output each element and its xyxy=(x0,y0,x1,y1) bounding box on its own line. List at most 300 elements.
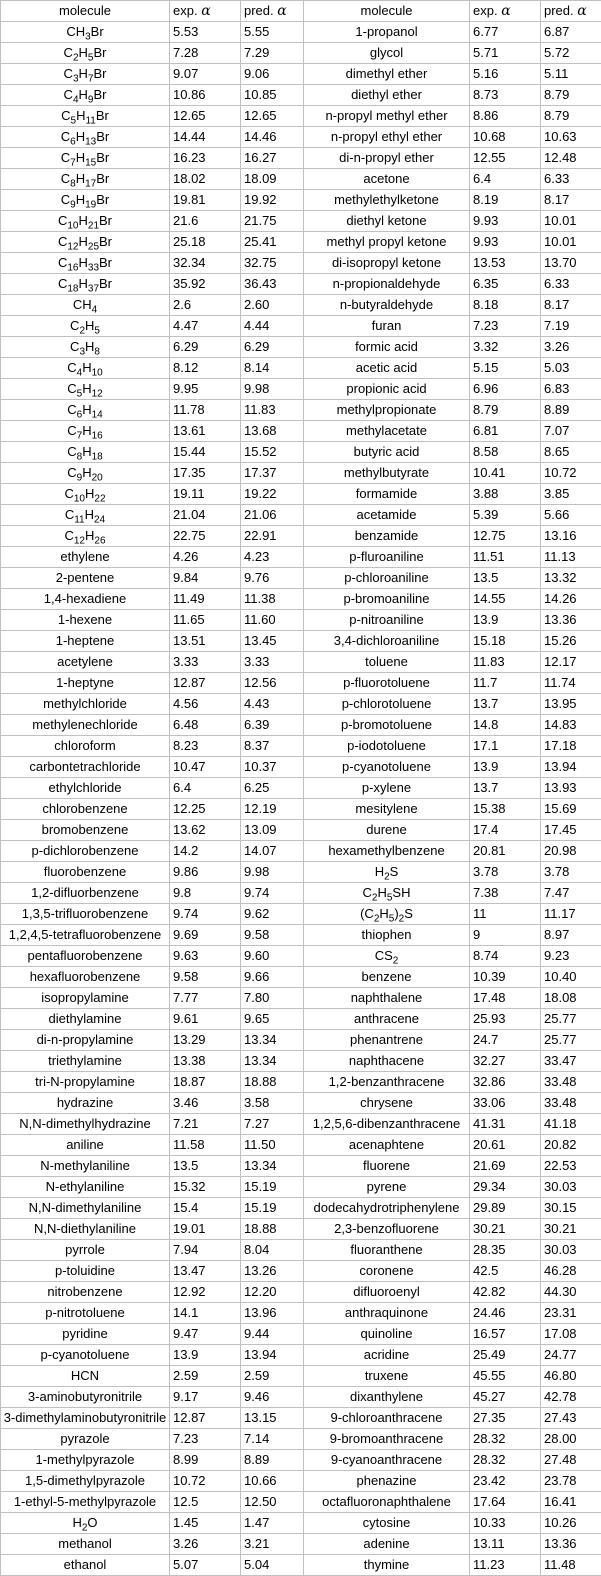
table-row xyxy=(1,148,601,169)
pred-value-cell: 10.26 xyxy=(541,1513,601,1534)
exp-value-cell: 13.62 xyxy=(170,820,241,841)
molecule-cell: methyl propyl ketone xyxy=(304,232,470,253)
table-row xyxy=(1,946,601,967)
exp-value-cell: 7.38 xyxy=(470,883,541,904)
molecule-cell: p-nitroaniline xyxy=(304,610,470,631)
formula-subscript: 7 xyxy=(76,430,83,442)
table-row xyxy=(1,1492,601,1513)
exp-value-cell: 12.65 xyxy=(170,106,241,127)
exp-value-cell: 11.65 xyxy=(170,610,241,631)
pred-value-cell: 8.17 xyxy=(541,190,601,211)
exp-value-cell: 32.86 xyxy=(470,1072,541,1093)
molecule-cell: $C_8H_{17}Br$ xyxy=(1,169,170,190)
header-molecule: molecule xyxy=(304,1,470,22)
pred-value-cell: 8.79 xyxy=(541,106,601,127)
pred-value-cell: 16.27 xyxy=(241,148,304,169)
table-row xyxy=(1,1051,601,1072)
molecule-cell: $C_{16}H_{33}Br$ xyxy=(1,253,170,274)
table-row xyxy=(1,295,601,316)
exp-value-cell: 8.58 xyxy=(470,442,541,463)
pred-value-cell: 12.17 xyxy=(541,652,601,673)
pred-value-cell: 17.37 xyxy=(241,463,304,484)
molecule-cell: formic acid xyxy=(304,337,470,358)
pred-value-cell: 2.59 xyxy=(241,1366,304,1387)
table-row xyxy=(1,1282,601,1303)
molecule-cell: chlorobenzene xyxy=(1,799,170,820)
molecule-cell: acenaphtene xyxy=(304,1135,470,1156)
pred-value-cell: 33.48 xyxy=(541,1093,601,1114)
table-row xyxy=(1,1366,601,1387)
exp-value-cell: 17.64 xyxy=(470,1492,541,1513)
exp-value-cell: 9.17 xyxy=(170,1387,241,1408)
formula-subscript: 3 xyxy=(72,73,79,85)
molecule-cell: carbontetrachloride xyxy=(1,757,170,778)
molecule-cell: nitrobenzene xyxy=(1,1282,170,1303)
exp-value-cell: 19.01 xyxy=(170,1219,241,1240)
formula-subscript: 19 xyxy=(85,199,97,211)
formula-subscript: 10 xyxy=(91,367,103,379)
pred-value-cell: 3.33 xyxy=(241,652,304,673)
molecule-cell: cytosine xyxy=(304,1513,470,1534)
molecule-cell: octafluoronaphthalene xyxy=(304,1492,470,1513)
table-row xyxy=(1,400,601,421)
formula-subscript: 9 xyxy=(70,199,76,211)
exp-value-cell: 32.34 xyxy=(170,253,241,274)
molecule-cell: adenine xyxy=(304,1534,470,1555)
molecule-cell: n-butyraldehyde xyxy=(304,295,470,316)
pred-value-cell: 8.17 xyxy=(541,295,601,316)
formula-subscript: 5 xyxy=(94,325,100,337)
exp-value-cell: 1.45 xyxy=(170,1513,241,1534)
table-row xyxy=(1,127,601,148)
molecule-cell: pyrene xyxy=(304,1177,470,1198)
exp-value-cell: 9.8 xyxy=(170,883,241,904)
exp-value-cell: 5.71 xyxy=(470,43,541,64)
molecule-cell: hexafluorobenzene xyxy=(1,967,170,988)
pred-value-cell: 19.22 xyxy=(241,484,304,505)
pred-value-cell: 13.94 xyxy=(241,1345,304,1366)
exp-value-cell: 6.35 xyxy=(470,274,541,295)
pred-value-cell: 11.60 xyxy=(241,610,304,631)
pred-value-cell: 11.50 xyxy=(241,1135,304,1156)
molecule-cell: thymine xyxy=(304,1555,470,1576)
molecule-cell: p-fluroaniline xyxy=(304,547,470,568)
table-row xyxy=(1,232,601,253)
table-row xyxy=(1,1324,601,1345)
table-row xyxy=(1,1219,601,1240)
pred-value-cell: 5.66 xyxy=(541,505,601,526)
molecule-cell: $C_{11}H_{24}$ xyxy=(1,505,170,526)
pred-value-cell: 42.78 xyxy=(541,1387,601,1408)
pred-value-cell: 17.08 xyxy=(541,1324,601,1345)
exp-value-cell: 8.73 xyxy=(470,85,541,106)
formula-subscript: 12 xyxy=(67,241,79,253)
table-row xyxy=(1,1030,601,1051)
header-pred-alpha: pred. α xyxy=(241,1,304,22)
table-row xyxy=(1,64,601,85)
pred-value-cell: 27.43 xyxy=(541,1408,601,1429)
exp-value-cell: 8.23 xyxy=(170,736,241,757)
table-row xyxy=(1,1093,601,1114)
exp-value-cell: 9.58 xyxy=(170,967,241,988)
table-row xyxy=(1,967,601,988)
molecule-cell: p-bromotoluene xyxy=(304,715,470,736)
molecule-cell: 1,2-difluorbenzene xyxy=(1,883,170,904)
molecule-cell: $C_6H_{14}$ xyxy=(1,400,170,421)
molecule-cell: 1-heptene xyxy=(1,631,170,652)
exp-value-cell: 2.6 xyxy=(170,295,241,316)
molecule-cell: formamide xyxy=(304,484,470,505)
pred-value-cell: 14.26 xyxy=(541,589,601,610)
exp-value-cell: 8.74 xyxy=(470,946,541,967)
pred-value-cell: 13.36 xyxy=(541,610,601,631)
pred-value-cell: 7.29 xyxy=(241,43,304,64)
pred-value-cell: 22.53 xyxy=(541,1156,601,1177)
pred-value-cell: 10.63 xyxy=(541,127,601,148)
molecule-cell: 1,3,5-trifluorobenzene xyxy=(1,904,170,925)
exp-value-cell: 20.61 xyxy=(470,1135,541,1156)
table-row xyxy=(1,1114,601,1135)
table-row xyxy=(1,442,601,463)
molecule-cell: 9-bromoanthracene xyxy=(304,1429,470,1450)
pred-value-cell: 25.77 xyxy=(541,1009,601,1030)
molecule-cell: pyrazole xyxy=(1,1429,170,1450)
exp-value-cell: 45.27 xyxy=(470,1387,541,1408)
exp-value-cell: 7.94 xyxy=(170,1240,241,1261)
exp-value-cell: 12.92 xyxy=(170,1282,241,1303)
table-row xyxy=(1,190,601,211)
exp-value-cell: 13.53 xyxy=(470,253,541,274)
exp-value-cell: 15.18 xyxy=(470,631,541,652)
pred-value-cell: 18.09 xyxy=(241,169,304,190)
table-row xyxy=(1,799,601,820)
table-row xyxy=(1,1450,601,1471)
exp-value-cell: 21.6 xyxy=(170,211,241,232)
exp-value-cell: 13.7 xyxy=(470,694,541,715)
formula-subscript: 16 xyxy=(91,430,103,442)
pred-value-cell: 32.75 xyxy=(241,253,304,274)
exp-value-cell: 33.06 xyxy=(470,1093,541,1114)
exp-value-cell: 6.48 xyxy=(170,715,241,736)
formula-subscript: 12 xyxy=(91,388,103,400)
exp-value-cell: 13.29 xyxy=(170,1030,241,1051)
formula-subscript: 24 xyxy=(94,514,106,526)
molecule-cell: naphthacene xyxy=(304,1051,470,1072)
table-row xyxy=(1,358,601,379)
table-row xyxy=(1,484,601,505)
molecule-cell: ethylchloride xyxy=(1,778,170,799)
molecule-cell: p-chloroaniline xyxy=(304,568,470,589)
pred-value-cell: 17.45 xyxy=(541,820,601,841)
exp-value-cell: 13.7 xyxy=(470,778,541,799)
exp-value-cell: 12.25 xyxy=(170,799,241,820)
pred-value-cell: 11.38 xyxy=(241,589,304,610)
molecule-cell: 1-propanol xyxy=(304,22,470,43)
formula-subscript: 2 xyxy=(392,955,399,967)
molecule-cell: toluene xyxy=(304,652,470,673)
molecule-cell: $C_8H_{18}$ xyxy=(1,442,170,463)
exp-value-cell: 21.69 xyxy=(470,1156,541,1177)
pred-value-cell: 12.48 xyxy=(541,148,601,169)
table-row xyxy=(1,1471,601,1492)
molecule-cell: $C_4H_9Br$ xyxy=(1,85,170,106)
pred-value-cell: 9.46 xyxy=(241,1387,304,1408)
formula-subscript: 11 xyxy=(85,115,96,127)
exp-value-cell: 13.51 xyxy=(170,631,241,652)
pred-value-cell: 20.98 xyxy=(541,841,601,862)
pred-value-cell: 12.20 xyxy=(241,1282,304,1303)
pred-value-cell: 9.06 xyxy=(241,64,304,85)
molecule-cell: p-xylene xyxy=(304,778,470,799)
exp-value-cell: 3.32 xyxy=(470,337,541,358)
exp-value-cell: 11.83 xyxy=(470,652,541,673)
pred-value-cell: 4.44 xyxy=(241,316,304,337)
molecule-cell: n-propionaldehyde xyxy=(304,274,470,295)
formula-subscript: 26 xyxy=(94,535,106,547)
exp-value-cell: 4.26 xyxy=(170,547,241,568)
molecule-cell: pyridine xyxy=(1,1324,170,1345)
molecule-cell: triethylamine xyxy=(1,1051,170,1072)
table-row xyxy=(1,1135,601,1156)
molecule-cell: acetic acid xyxy=(304,358,470,379)
molecule-cell: coronene xyxy=(304,1261,470,1282)
molecule-cell: $C_{10}H_{21}Br$ xyxy=(1,211,170,232)
pred-value-cell: 10.40 xyxy=(541,967,601,988)
exp-value-cell: 29.89 xyxy=(470,1198,541,1219)
molecule-cell: $C_5H_{12}$ xyxy=(1,379,170,400)
molecule-cell: $C_3H_7Br$ xyxy=(1,64,170,85)
molecule-cell: durene xyxy=(304,820,470,841)
pred-value-cell: 10.01 xyxy=(541,211,601,232)
exp-value-cell: 12.75 xyxy=(470,526,541,547)
table-row xyxy=(1,253,601,274)
pred-value-cell: 5.04 xyxy=(241,1555,304,1576)
molecule-cell: 3-dimethylaminobutyronitrile xyxy=(1,1408,170,1429)
exp-value-cell: 10.41 xyxy=(470,463,541,484)
table-row xyxy=(1,694,601,715)
molecule-cell: 3-aminobutyronitrile xyxy=(1,1387,170,1408)
pred-value-cell: 13.96 xyxy=(241,1303,304,1324)
exp-value-cell: 2.59 xyxy=(170,1366,241,1387)
exp-value-cell: 18.87 xyxy=(170,1072,241,1093)
formula-subscript: 12 xyxy=(73,535,85,547)
formula-subscript: 18 xyxy=(91,451,103,463)
exp-value-cell: 6.96 xyxy=(470,379,541,400)
pred-value-cell: 36.43 xyxy=(241,274,304,295)
molecule-cell: methanol xyxy=(1,1534,170,1555)
pred-value-cell: 22.91 xyxy=(241,526,304,547)
pred-value-cell: 14.07 xyxy=(241,841,304,862)
exp-value-cell: 9.93 xyxy=(470,211,541,232)
table-row xyxy=(1,1345,601,1366)
pred-value-cell: 6.39 xyxy=(241,715,304,736)
exp-value-cell: 9.74 xyxy=(170,904,241,925)
pred-value-cell: 21.75 xyxy=(241,211,304,232)
pred-value-cell: 3.58 xyxy=(241,1093,304,1114)
formula-subscript: 4 xyxy=(72,94,79,106)
exp-value-cell: 11.58 xyxy=(170,1135,241,1156)
alpha-symbol: α xyxy=(577,3,587,19)
exp-value-cell: 22.75 xyxy=(170,526,241,547)
exp-value-cell: 13.61 xyxy=(170,421,241,442)
exp-value-cell: 14.1 xyxy=(170,1303,241,1324)
molecule-cell: diethyl ether xyxy=(304,85,470,106)
molecule-cell: $C_3H_8$ xyxy=(1,337,170,358)
molecule-cell: tri-N-propylamine xyxy=(1,1072,170,1093)
molecule-cell: p-dichlorobenzene xyxy=(1,841,170,862)
pred-value-cell: 8.97 xyxy=(541,925,601,946)
pred-value-cell: 5.55 xyxy=(241,22,304,43)
molecule-cell: phenazine xyxy=(304,1471,470,1492)
pred-value-cell: 5.11 xyxy=(541,64,601,85)
pred-value-cell: 30.03 xyxy=(541,1177,601,1198)
pred-value-cell: 9.66 xyxy=(241,967,304,988)
formula-subscript: 5 xyxy=(87,52,94,64)
molecule-cell: dodecahydrotriphenylene xyxy=(304,1198,470,1219)
exp-value-cell: 17.4 xyxy=(470,820,541,841)
formula-subscript: 2 xyxy=(371,892,378,904)
pred-value-cell: 14.83 xyxy=(541,715,601,736)
table-row xyxy=(1,1555,601,1576)
molecule-cell: acetone xyxy=(304,169,470,190)
pred-value-cell: 15.26 xyxy=(541,631,601,652)
exp-value-cell: 17.48 xyxy=(470,988,541,1009)
table-row xyxy=(1,1303,601,1324)
exp-value-cell: 13.38 xyxy=(170,1051,241,1072)
exp-value-cell: 12.87 xyxy=(170,673,241,694)
molecule-cell: p-toluidine xyxy=(1,1261,170,1282)
pred-value-cell: 7.14 xyxy=(241,1429,304,1450)
pred-value-cell: 17.18 xyxy=(541,736,601,757)
molecule-cell: aniline xyxy=(1,1135,170,1156)
table-row xyxy=(1,1072,601,1093)
molecule-cell: di-isopropyl ketone xyxy=(304,253,470,274)
exp-value-cell: 10.86 xyxy=(170,85,241,106)
exp-value-cell: 5.16 xyxy=(470,64,541,85)
molecule-cell: chrysene xyxy=(304,1093,470,1114)
pred-value-cell: 9.76 xyxy=(241,568,304,589)
pred-value-cell: 9.62 xyxy=(241,904,304,925)
pred-value-cell: 6.33 xyxy=(541,274,601,295)
formula-subscript: 5 xyxy=(76,388,83,400)
molecule-cell: methylacetate xyxy=(304,421,470,442)
molecule-cell: p-iodotoluene xyxy=(304,736,470,757)
molecule-cell: 1-ethyl-5-methylpyrazole xyxy=(1,1492,170,1513)
pred-value-cell: 46.80 xyxy=(541,1366,601,1387)
molecule-cell: anthracene xyxy=(304,1009,470,1030)
molecule-cell: methylenechloride xyxy=(1,715,170,736)
molecule-cell: thiophen xyxy=(304,925,470,946)
molecule-cell: 1-methylpyrazole xyxy=(1,1450,170,1471)
molecule-cell: di-n-propyl ether xyxy=(304,148,470,169)
exp-value-cell: 6.29 xyxy=(170,337,241,358)
exp-value-cell: 9.61 xyxy=(170,1009,241,1030)
molecule-cell: dimethyl ether xyxy=(304,64,470,85)
molecule-cell: diethylamine xyxy=(1,1009,170,1030)
molecule-cell: $C_{12}H_{25}Br$ xyxy=(1,232,170,253)
exp-value-cell: 28.32 xyxy=(470,1450,541,1471)
formula-subscript: 2 xyxy=(79,325,85,337)
exp-value-cell: 13.9 xyxy=(470,610,541,631)
table-header xyxy=(1,1,601,22)
exp-value-cell: 25.93 xyxy=(470,1009,541,1030)
molecule-cell: N,N-dimethylaniline xyxy=(1,1198,170,1219)
exp-value-cell: 14.2 xyxy=(170,841,241,862)
formula-subscript: 2 xyxy=(72,52,79,64)
pred-value-cell: 12.65 xyxy=(241,106,304,127)
pred-value-cell: 19.92 xyxy=(241,190,304,211)
pred-value-cell: 12.56 xyxy=(241,673,304,694)
pred-value-cell: 14.46 xyxy=(241,127,304,148)
exp-value-cell: 3.46 xyxy=(170,1093,241,1114)
exp-value-cell: 5.15 xyxy=(470,358,541,379)
molecule-cell: chloroform xyxy=(1,736,170,757)
molecule-cell: phenantrene xyxy=(304,1030,470,1051)
pred-value-cell: 9.44 xyxy=(241,1324,304,1345)
pred-value-cell: 13.32 xyxy=(541,568,601,589)
table-body xyxy=(1,22,601,1576)
pred-value-cell: 10.37 xyxy=(241,757,304,778)
molecule-cell: $C_6H_{13}Br$ xyxy=(1,127,170,148)
molecule-cell: 1,2,5,6-dibenzanthracene xyxy=(304,1114,470,1135)
table-row xyxy=(1,421,601,442)
table-row xyxy=(1,1408,601,1429)
pred-value-cell: 9.98 xyxy=(241,379,304,400)
exp-value-cell: 3.78 xyxy=(470,862,541,883)
formula-subscript: 3 xyxy=(85,31,91,43)
table-row xyxy=(1,715,601,736)
table-row xyxy=(1,463,601,484)
molecule-cell: $C_2H_5$ xyxy=(1,316,170,337)
pred-value-cell: 30.15 xyxy=(541,1198,601,1219)
pred-value-cell: 9.60 xyxy=(241,946,304,967)
pred-value-cell: 20.82 xyxy=(541,1135,601,1156)
pred-value-cell: 7.80 xyxy=(241,988,304,1009)
molecule-cell: $(C_2H_5)_2S$ xyxy=(304,904,470,925)
table-row xyxy=(1,1156,601,1177)
pred-value-cell: 10.01 xyxy=(541,232,601,253)
molecule-cell: $CH_4$ xyxy=(1,295,170,316)
exp-value-cell: 9.47 xyxy=(170,1324,241,1345)
formula-subscript: 6 xyxy=(70,136,76,148)
header-molecule: molecule xyxy=(1,1,170,22)
pred-value-cell: 30.21 xyxy=(541,1219,601,1240)
pred-value-cell: 10.66 xyxy=(241,1471,304,1492)
exp-value-cell: 25.49 xyxy=(470,1345,541,1366)
exp-value-cell: 6.4 xyxy=(170,778,241,799)
formula-subscript: 16 xyxy=(67,262,79,274)
pred-value-cell: 9.65 xyxy=(241,1009,304,1030)
pred-value-cell: 3.78 xyxy=(541,862,601,883)
pred-value-cell: 12.19 xyxy=(241,799,304,820)
exp-value-cell: 45.55 xyxy=(470,1366,541,1387)
molecule-cell: diethyl ketone xyxy=(304,211,470,232)
table-row xyxy=(1,526,601,547)
pred-value-cell: 13.15 xyxy=(241,1408,304,1429)
exp-value-cell: 9.93 xyxy=(470,232,541,253)
exp-value-cell: 32.27 xyxy=(470,1051,541,1072)
pred-value-cell: 4.43 xyxy=(241,694,304,715)
exp-value-cell: 14.44 xyxy=(170,127,241,148)
exp-value-cell: 12.87 xyxy=(170,1408,241,1429)
molecule-cell: methylchloride xyxy=(1,694,170,715)
exp-value-cell: 10.33 xyxy=(470,1513,541,1534)
exp-value-cell: 11.51 xyxy=(470,547,541,568)
molecule-cell: hexamethylbenzene xyxy=(304,841,470,862)
table-row xyxy=(1,589,601,610)
pred-value-cell: 7.27 xyxy=(241,1114,304,1135)
exp-value-cell: 4.47 xyxy=(170,316,241,337)
